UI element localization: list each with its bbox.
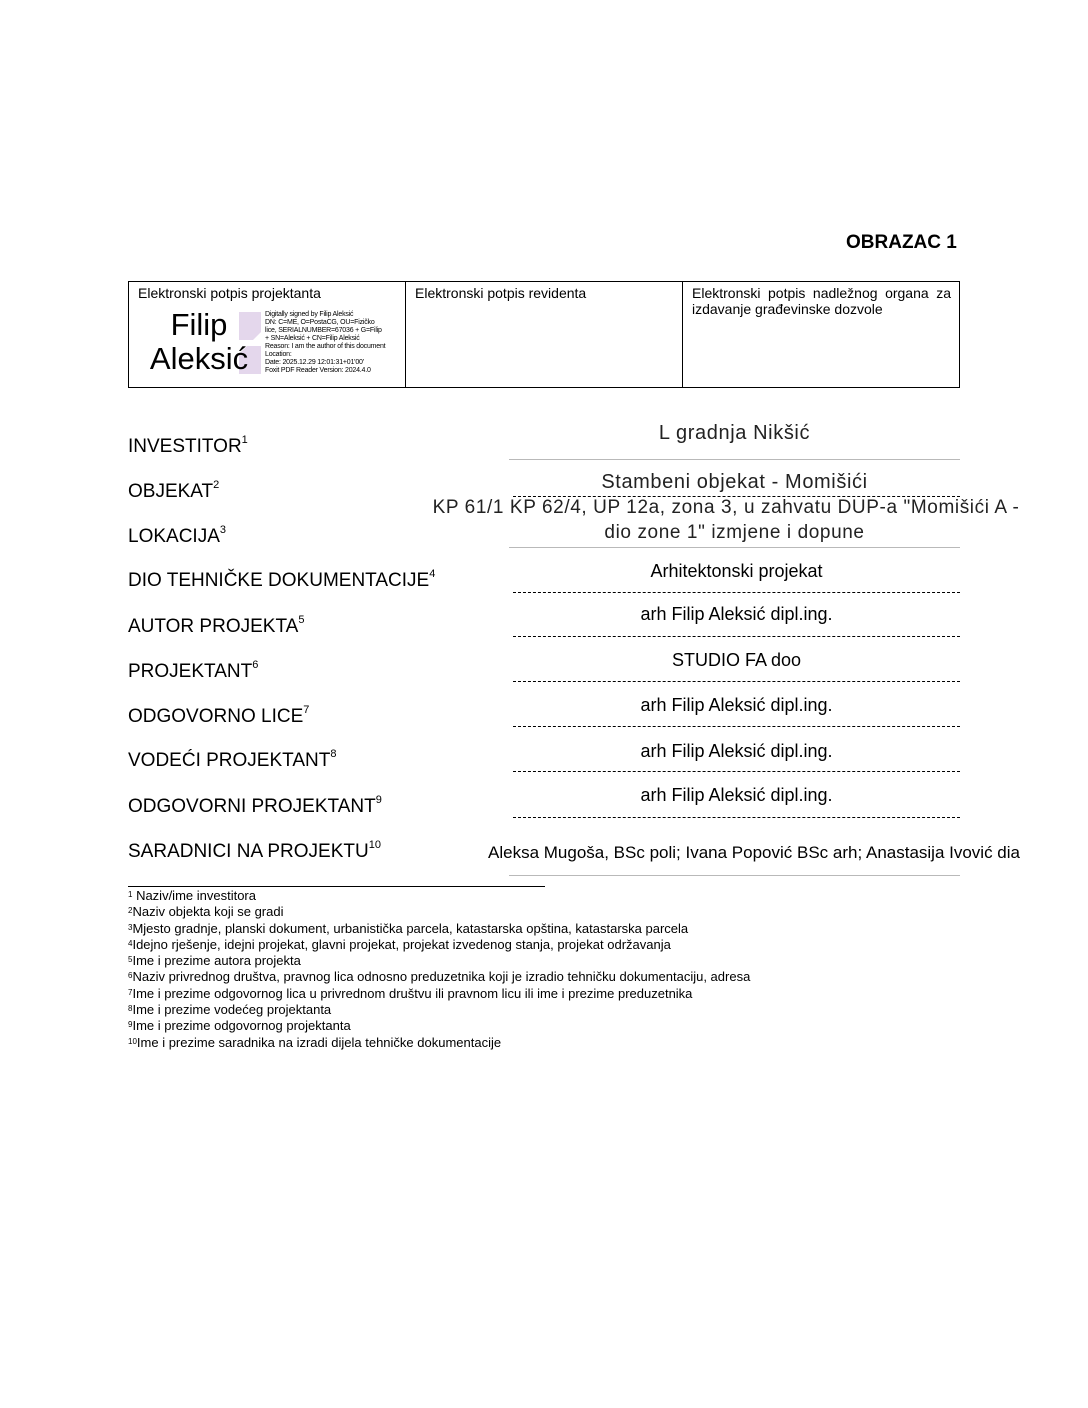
signature-detail-line: Foxit PDF Reader Version: 2024.4.0 [265, 367, 371, 374]
footnote: $^6$Naziv privrednog društva, pravnog lica odnosno preduzetnika koji je izradio tehničku dokumentaciju, adresa [128, 969, 751, 985]
designer-value: STUDIO FA doo [671, 650, 802, 670]
signature-details [265, 311, 401, 375]
project-author-value: arh Filip Aleksić dipl.ing. [640, 604, 833, 624]
responsible-person-label: ODGOVORNO LICE$^7$ [128, 704, 310, 727]
form-title: OBRAZAC 1 [846, 232, 957, 253]
designer-underline [513, 681, 960, 682]
footnote-separator [128, 886, 545, 887]
responsible-person-value: arh Filip Aleksić dipl.ing. [640, 695, 833, 715]
responsible-designer-underline [513, 817, 960, 818]
responsible-person-underline [513, 726, 960, 727]
lead-designer-underline [513, 771, 960, 772]
footnote: $^5$Ime i prezime autora projekta [128, 953, 301, 969]
footnote: $^9$Ime i prezime odgovornog projektanta [128, 1018, 351, 1034]
collaborators-underline [509, 875, 960, 876]
lead-designer-label: VODEĆI PROJEKTANT$^8$ [128, 748, 337, 771]
location-label: LOKACIJA$^3$ [128, 524, 226, 547]
project-author-label: AUTOR PROJEKTA$^5$ [128, 614, 305, 637]
reviewer-signature-header: Elektronski potpis revidenta [415, 285, 587, 301]
responsible-designer-label: ODGOVORNI PROJEKTANT$^9$ [128, 794, 382, 817]
signer-last-name: Aleksić [149, 341, 249, 376]
footnote: $^7$Ime i prezime odgovornog lica u privrednom društvu ili pravnom licu ili ime i prezime preduzetnika [128, 985, 693, 1001]
location-underline [509, 547, 960, 548]
signature-detail-line: Date: 2025.12.29 12:01:31+01'00' [265, 359, 364, 366]
footnote: $^{10}$Ime i prezime saradnika na izradi dijela tehničke dokumentacije [128, 1034, 502, 1050]
lead-designer-value: arh Filip Aleksić dipl.ing. [640, 741, 833, 761]
signature-detail-line: Location: [265, 351, 292, 358]
authority-signature-header: Elektronski potpis nadležnog organa za izdavanje građevinske dozvole [692, 285, 951, 317]
investor-label: INVESTITOR$^1$ [128, 434, 248, 457]
collaborators-label: SARADNICI NA PROJEKTU$^{10}$ [128, 839, 381, 862]
signature-table [128, 281, 960, 388]
location-value-line1: KP 61/1 KP 62/4, UP 12a, zona 3, u zahvatu DUP-a "Momišići A - [432, 497, 1020, 518]
designer-signature-header: Elektronski potpis projektanta [138, 285, 321, 301]
signature-detail-line: + SN=Aleksić + CN=Filip Aleksić [265, 335, 360, 342]
reviewer-signature-cell [406, 282, 683, 387]
location-value-line2: dio zone 1" izmjene i dopune [604, 522, 865, 543]
designer-signature-cell [129, 282, 406, 387]
designer-label: PROJEKTANT$^6$ [128, 659, 259, 682]
documentation-part-value: Arhitektonski projekat [650, 561, 823, 581]
documentation-part-underline [513, 592, 960, 593]
footnote: $^2$Naziv objekta koji se gradi [128, 904, 284, 920]
documentation-part-label: DIO TEHNIČKE DOKUMENTACIJE$^4$ [128, 568, 436, 591]
footnote: $^4$Idejno rješenje, idejni projekat, glavni projekat, projekat izvedenog stanja, projekat održavanja [128, 936, 671, 952]
signer-name [149, 308, 249, 376]
signer-first-name: Filip [170, 307, 228, 342]
collaborators-value: Aleksa Mugoša, BSc poli; Ivana Popović BSc arh; Anastasija Ivović dia [488, 843, 1020, 862]
project-author-underline [513, 636, 960, 637]
footnote: $^1$ Naziv/ime investitora [128, 888, 256, 903]
authority-signature-cell [683, 282, 959, 387]
investor-value: L gradnja Nikšić [658, 422, 811, 444]
footnote: $^3$Mjesto gradnje, planski dokument, urbanistička parcela, katastarska opština, katastarska parcela [128, 920, 689, 936]
object-value: Stambeni objekat - Momišići [601, 471, 868, 493]
investor-underline [509, 459, 960, 460]
responsible-designer-value: arh Filip Aleksić dipl.ing. [640, 785, 833, 805]
footnote: $^8$Ime i prezime vodećeg projektanta [128, 1002, 332, 1018]
object-label: OBJEKAT$^2$ [128, 479, 220, 502]
signature-detail-line: DN: C=ME, O=PostaCG, OU=Fizičko [265, 319, 375, 326]
signature-detail-line: Reason: I am the author of this document [265, 343, 386, 350]
signature-detail-line: lice, SERIALNUMBER=67036 + G=Filip [265, 327, 382, 334]
signature-detail-line: Digitally signed by Filip Aleksić [265, 311, 354, 318]
footnotes [128, 888, 750, 1051]
